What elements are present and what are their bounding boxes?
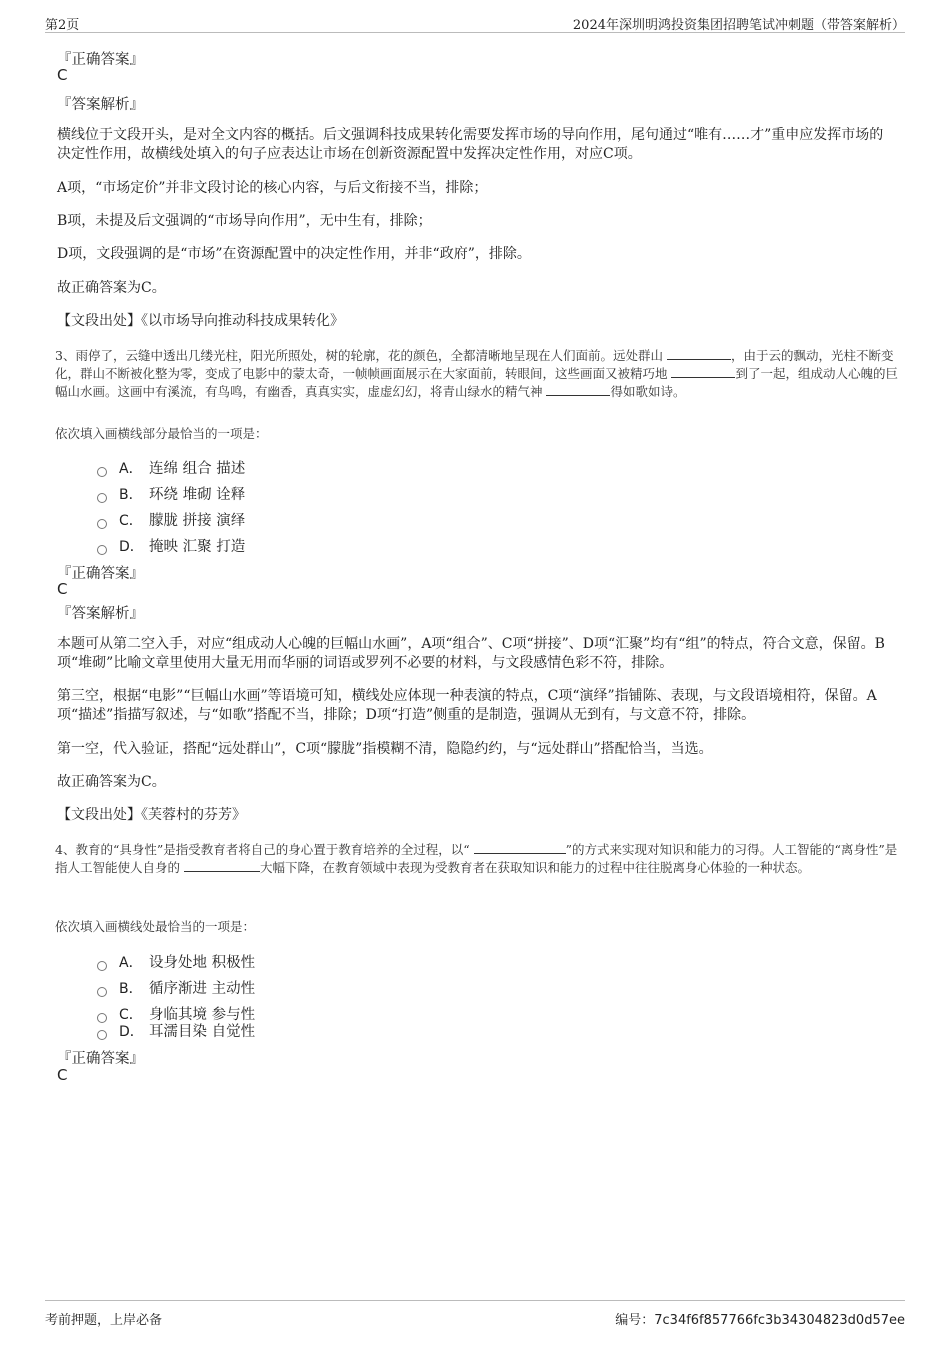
radio-icon[interactable] <box>97 987 107 997</box>
question-stem: 4、教育的“具身性”是指受教育者将自己的身心置于教育培养的全过程，以“ ”的方式来实现对知识和能力的习得。人工智能的“离身性”是指人工智能使人自身的 大幅下降，在教育领域中表现为受教育者在获取知识和能力的过程中往往脱离身心体验的一种状态。 <box>55 842 898 875</box>
fill-blank <box>546 383 610 396</box>
analysis-paragraph: B项，未提及后文强调的“市场导向作用”，无中生有，排除； <box>57 213 432 229</box>
option-b[interactable]: B． 循序渐进 主动性 <box>97 977 255 998</box>
radio-icon[interactable] <box>97 1030 107 1040</box>
analysis-label: 『答案解析』 <box>57 97 144 113</box>
option-d[interactable]: D． 掩映 汇聚 打造 <box>97 535 245 556</box>
option-d[interactable]: D． 耳濡目染 自觉性 <box>97 1020 255 1041</box>
page-header <box>45 8 905 33</box>
page-number: 第2页 <box>45 18 80 33</box>
fill-blank <box>671 365 735 378</box>
footer-slogan: 考前押题，上岸必备 <box>45 1313 163 1328</box>
question-stem: 3、雨停了，云缝中透出几缕光柱，阳光所照处，树的轮廓，花的颜色，全都清晰地呈现在人们面前。远处群山 ，由于云的飘动，光柱不断变化，群山不断被化整为零，变成了电影中的蒙太奇，一帧帧画面展示在大家面前，转眼间，这些画面又被精巧地 到了一起，组成动人心魄的巨幅山水画。这画中有溪流，有鸟鸣，有幽香，真真实实，虚虚幻幻，将青山绿水的精气神 得如歌如诗。 <box>55 348 898 399</box>
correct-answer: C <box>57 66 68 84</box>
fill-blank <box>474 841 566 854</box>
radio-icon[interactable] <box>97 961 107 971</box>
analysis-paragraph: 第三空，根据“电影”“巨幅山水画”等语境可知，横线处应体现一种表演的特点，C项“演绎”指铺陈、表现，与文段语境相符，保留。A项“描述”指描写叙述，与“如歌”搭配不当，排除；D项“打造”侧重的是制造，强调从无到有，与文意不符，排除。 <box>57 688 877 723</box>
analysis-paragraph: 故正确答案为C。 <box>57 280 166 296</box>
answer-label: 『正确答案』 <box>57 1051 144 1067</box>
analysis-paragraph: 故正确答案为C。 <box>57 774 166 790</box>
analysis-paragraph: 横线位于文段开头，是对全文内容的概括。后文强调科技成果转化需要发挥市场的导向作用，尾句通过“唯有……才”重申应发挥市场的决定性作用，故横线处填入的句子应表达让市场在创新资源配置中发挥决定性作用，对应C项。 <box>57 127 884 162</box>
correct-answer: C <box>57 1066 68 1084</box>
question-prompt: 依次填入画横线部分最恰当的一项是： <box>55 426 268 441</box>
analysis-label: 『答案解析』 <box>57 606 144 622</box>
page-footer <box>45 1300 905 1327</box>
fill-blank <box>667 347 731 360</box>
source-citation: 【文段出处】《芙蓉村的芬芳》 <box>57 807 246 823</box>
answer-label: 『正确答案』 <box>57 566 144 582</box>
analysis-paragraph: D项，文段强调的是“市场”在资源配置中的决定性作用，并非“政府”，排除。 <box>57 246 531 262</box>
answer-label: 『正确答案』 <box>57 52 144 68</box>
analysis-paragraph: 第一空，代入验证，搭配“远处群山”，C项“朦胧”指模糊不清，隐隐约约，与“远处群山”搭配恰当，当选。 <box>57 741 713 757</box>
radio-icon[interactable] <box>97 519 107 529</box>
option-c[interactable]: C． 朦胧 拼接 演绎 <box>97 509 245 530</box>
analysis-paragraph: A项，“市场定价”并非文段讨论的核心内容，与后文衔接不当，排除； <box>57 180 488 196</box>
analysis-paragraph: 本题可从第二空入手，对应“组成动人心魄的巨幅山水画”，A项“组合”、C项“拼接”、D项“汇聚”均有“组”的特点，符合文意，保留。B项“堆砌”比喻文章里使用大量无用而华丽的词语或罗列不必要的材料，与文段感情色彩不符，排除。 <box>57 636 885 671</box>
document-title: 2024年深圳明鸿投资集团招聘笔试冲刺题（带答案解析） <box>572 18 905 33</box>
document-id: 编号：7c34f6f857766fc3b34304823d0d57ee <box>615 1313 905 1328</box>
option-a[interactable]: A． 连绵 组合 描述 <box>97 457 245 478</box>
radio-icon[interactable] <box>97 467 107 477</box>
correct-answer: C <box>57 580 68 598</box>
radio-icon[interactable] <box>97 493 107 503</box>
option-a[interactable]: A． 设身处地 积极性 <box>97 951 255 972</box>
fill-blank <box>184 859 260 872</box>
option-b[interactable]: B． 环绕 堆砌 诠释 <box>97 483 245 504</box>
option-c[interactable]: C． 身临其境 参与性 <box>97 1003 255 1024</box>
question-prompt: 依次填入画横线处最恰当的一项是： <box>55 919 256 934</box>
source-citation: 【文段出处】《以市场导向推动科技成果转化》 <box>57 313 344 329</box>
radio-icon[interactable] <box>97 545 107 555</box>
